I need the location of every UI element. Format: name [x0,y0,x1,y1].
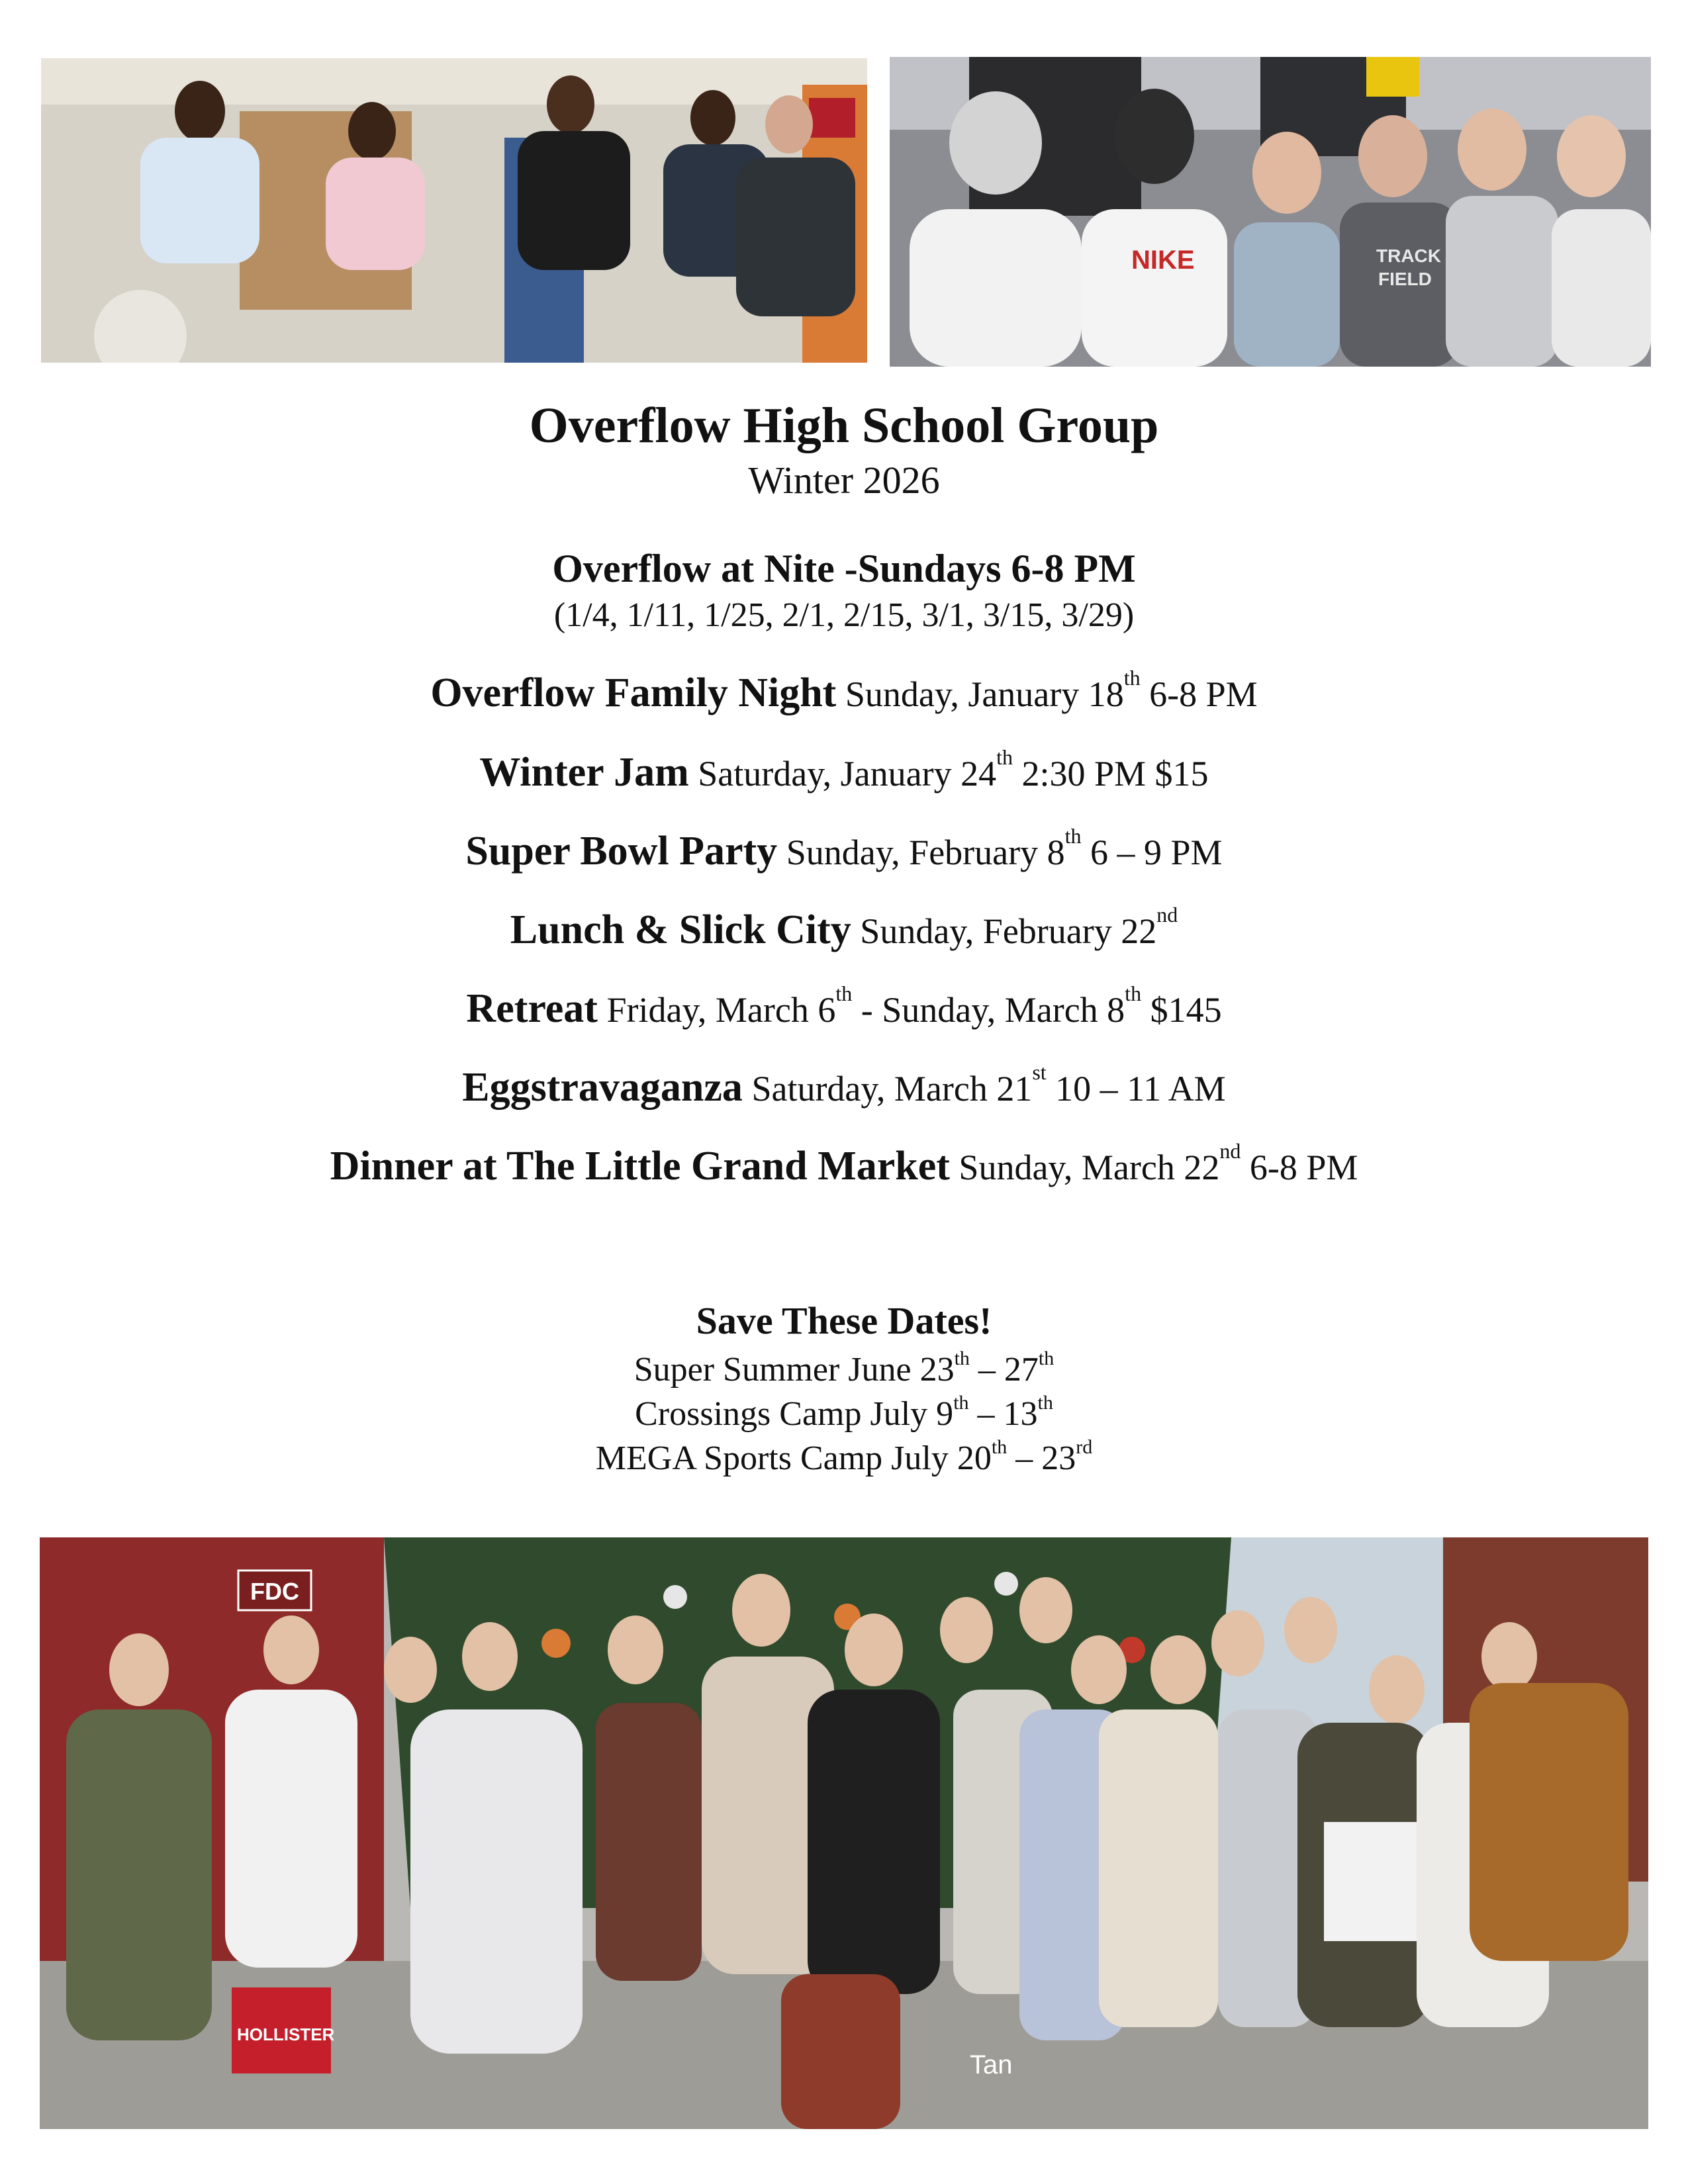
hollister-bag-text: HOLLISTER [237,2025,335,2044]
save-date-end: – 13 [968,1395,1038,1433]
event-name: Overflow Family Night [430,670,837,715]
store-sign-tan-text: Tan [970,2050,1013,2079]
photo-group-christmas-tree [40,1537,1648,2129]
save-date-start: MEGA Sports Camp July 20 [595,1439,992,1477]
event-price: $145 [1141,990,1222,1030]
save-date-start: Super Summer June 23 [633,1351,955,1388]
save-date-start: Crossings Camp July 9 [635,1395,954,1433]
save-date-end-suffix: rd [1076,1436,1093,1458]
event-date-suffix: st [1032,1060,1047,1084]
event-date-end-suffix: th [1125,981,1142,1005]
nite-heading: Overflow at Nite -Sundays 6-8 PM [552,547,1136,590]
save-date-end: – 27 [969,1351,1039,1388]
shirt-field-text: FIELD [1378,269,1432,289]
event-date-suffix: nd [1156,903,1178,927]
event-time: 2:30 PM $15 [1013,754,1209,794]
save-date-end-suffix: th [1038,1347,1055,1369]
page-title: Overflow High School Group [529,398,1159,453]
event-time: 6-8 PM [1140,674,1258,714]
save-date-start-suffix: th [954,1347,970,1369]
event-date: Saturday, January 24 [698,754,997,794]
event-date-suffix: th [1064,824,1082,848]
event-date: Sunday, March 22 [959,1148,1220,1187]
save-date-start-suffix: th [991,1436,1008,1458]
save-date-crossings-camp [0,1394,1688,1433]
event-retreat [0,981,1688,1032]
event-name: Winter Jam [479,750,689,795]
save-date-super-summer [0,1347,1688,1389]
page-subtitle: Winter 2026 [748,459,940,502]
event-name: Retreat [466,986,598,1031]
event-date-end: - Sunday, March 8 [852,990,1125,1030]
event-time: 10 – 11 AM [1046,1069,1226,1109]
save-date-start-suffix: th [953,1392,969,1414]
event-date: Sunday, February 8 [786,833,1065,872]
event-date: Saturday, March 21 [751,1069,1033,1109]
event-date: Sunday, January 18 [845,674,1124,714]
event-date-suffix: th [835,981,853,1005]
save-date-mega-sports-camp [0,1436,1688,1478]
event-date: Sunday, February 22 [860,911,1157,951]
photo-boys-in-store [890,57,1651,367]
save-date-end-suffix: th [1037,1392,1053,1414]
event-winter-jam [0,745,1688,796]
shirt-nike-text: NIKE [1131,246,1195,275]
fdc-sign-text: FDC [250,1578,299,1605]
event-date-suffix: th [996,745,1013,769]
photo-girls-in-store [41,58,867,363]
event-name: Super Bowl Party [465,829,778,874]
nite-dates: (1/4, 1/11, 1/25, 2/1, 2/15, 3/1, 3/15, 3/29) [553,596,1135,634]
shirt-track-text: TRACK [1376,246,1441,266]
event-lunch-slick-city [0,903,1688,954]
event-time: 6-8 PM [1241,1148,1358,1187]
event-super-bowl-party [0,824,1688,875]
event-date-suffix: th [1123,666,1141,690]
event-name: Lunch & Slick City [510,907,851,952]
event-name: Eggstravaganza [462,1065,743,1110]
event-eggstravaganza [0,1060,1688,1111]
event-date-suffix: nd [1219,1139,1241,1163]
event-dinner-little-grand-market [0,1139,1688,1190]
event-name: Dinner at The Little Grand Market [330,1144,950,1189]
event-time: 6 – 9 PM [1081,833,1223,872]
save-dates-heading: Save These Dates! [696,1299,992,1342]
event-family-night [0,666,1688,717]
event-date: Friday, March 6 [606,990,836,1030]
save-date-end: – 23 [1007,1439,1076,1477]
